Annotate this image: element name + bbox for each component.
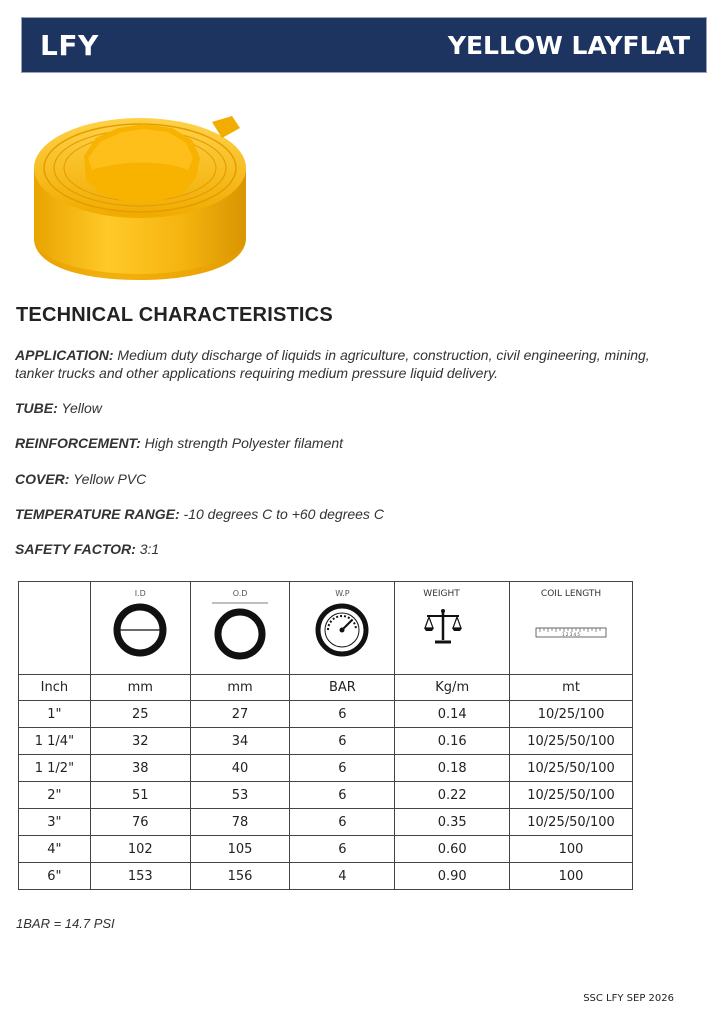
table-header-empty [19, 582, 91, 675]
table-cell: 100 [510, 836, 633, 863]
table-cell: 0.14 [395, 701, 510, 728]
section-title: TECHNICAL CHARACTERISTICS [16, 304, 333, 326]
spec-label: REINFORCEMENT: [15, 435, 141, 451]
icon-caption-od: O.D [232, 589, 248, 598]
spec-application [15, 346, 655, 382]
outer-diameter-icon [208, 600, 272, 660]
pressure-gauge-icon [312, 600, 372, 660]
spec-value: 3:1 [139, 541, 160, 557]
spec-label: COVER: [15, 471, 70, 487]
table-cell: 10/25/50/100 [510, 809, 633, 836]
product-code: LFY [40, 28, 99, 62]
table-cell: 105 [190, 836, 290, 863]
unit-cell: Kg/m [395, 675, 510, 701]
spec-value: Yellow PVC [73, 471, 147, 487]
table-cell: 10/25/100 [510, 701, 633, 728]
spec-value: High strength Polyester filament [144, 435, 344, 451]
table-cell: 32 [90, 728, 190, 755]
table-cell: 34 [190, 728, 290, 755]
table-cell: 6 [290, 836, 395, 863]
hose-coil-image [26, 98, 254, 284]
spec-tube [15, 399, 655, 417]
table-cell: 0.18 [395, 755, 510, 782]
unit-cell: mm [190, 675, 290, 701]
table-cell: 0.90 [395, 863, 510, 890]
conversion-note: 1BAR = 14.7 PSI [16, 916, 115, 931]
weight-scale-icon [423, 606, 463, 646]
table-cell: 6 [290, 809, 395, 836]
table-cell: 1 1/4" [19, 728, 91, 755]
spec-cover [15, 470, 655, 488]
table-cell: 27 [190, 701, 290, 728]
table-icon-row [19, 582, 633, 675]
table-cell: 4 [290, 863, 395, 890]
table-row [19, 782, 633, 809]
table-cell: 53 [190, 782, 290, 809]
table-cell: 4" [19, 836, 91, 863]
table-cell: 78 [190, 809, 290, 836]
table-cell: 6 [290, 782, 395, 809]
table-cell: 0.16 [395, 728, 510, 755]
product-title: YELLOW LAYFLAT [447, 30, 690, 60]
table-row [19, 701, 633, 728]
table-cell: 10/25/50/100 [510, 755, 633, 782]
spec-reinforcement [15, 434, 655, 452]
table-cell: 3" [19, 809, 91, 836]
table-cell: 25 [90, 701, 190, 728]
table-cell: 0.22 [395, 782, 510, 809]
table-cell: 10/25/50/100 [510, 728, 633, 755]
inner-diameter-icon [110, 600, 170, 660]
table-row [19, 863, 633, 890]
table-cell: 1" [19, 701, 91, 728]
spec-label: SAFETY FACTOR: [15, 541, 136, 557]
spec-value: Medium duty discharge of liquids in agriculture, construction, civil engineering, mining, tanker trucks and other applications requiring medium pressure liquid delivery. [15, 347, 650, 381]
table-cell: 40 [190, 755, 290, 782]
specification-table [18, 581, 633, 890]
ruler-icon [535, 618, 607, 654]
unit-cell: BAR [290, 675, 395, 701]
table-cell: 2" [19, 782, 91, 809]
icon-caption-coil-length: COIL LENGTH [540, 589, 602, 599]
table-cell: 38 [90, 755, 190, 782]
unit-cell: mm [90, 675, 190, 701]
spec-safety-factor [15, 540, 655, 558]
table-cell: 51 [90, 782, 190, 809]
table-cell: 6 [290, 701, 395, 728]
spec-label: TUBE: [15, 400, 58, 416]
spec-label: APPLICATION: [15, 347, 114, 363]
table-cell: 6" [19, 863, 91, 890]
table-row [19, 836, 633, 863]
icon-caption-id: I.D [134, 589, 146, 598]
spec-value: Yellow [61, 400, 102, 416]
table-cell: 6 [290, 728, 395, 755]
header-banner [21, 17, 707, 73]
table-row [19, 755, 633, 782]
icon-caption-wp: W.P [335, 589, 350, 598]
table-cell: 76 [90, 809, 190, 836]
table-units-row [19, 675, 633, 701]
table-cell: 6 [290, 755, 395, 782]
unit-cell: mt [510, 675, 633, 701]
table-cell: 0.60 [395, 836, 510, 863]
table-row [19, 809, 633, 836]
spec-temperature-range [15, 505, 655, 523]
spec-label: TEMPERATURE RANGE: [15, 506, 180, 522]
unit-cell: Inch [19, 675, 91, 701]
table-cell: 10/25/50/100 [510, 782, 633, 809]
table-cell: 153 [90, 863, 190, 890]
table-cell: 100 [510, 863, 633, 890]
table-cell: 1 1/2" [19, 755, 91, 782]
icon-caption-weight: WEIGHT [423, 589, 460, 599]
table-row [19, 728, 633, 755]
document-footer-code: SSC LFY SEP 2026 [583, 993, 674, 1004]
table-cell: 0.35 [395, 809, 510, 836]
ruler-numbers: 1 2 3 4 5 [562, 632, 580, 637]
table-cell: 156 [190, 863, 290, 890]
spec-value: -10 degrees C to +60 degrees C [183, 506, 384, 522]
table-cell: 102 [90, 836, 190, 863]
